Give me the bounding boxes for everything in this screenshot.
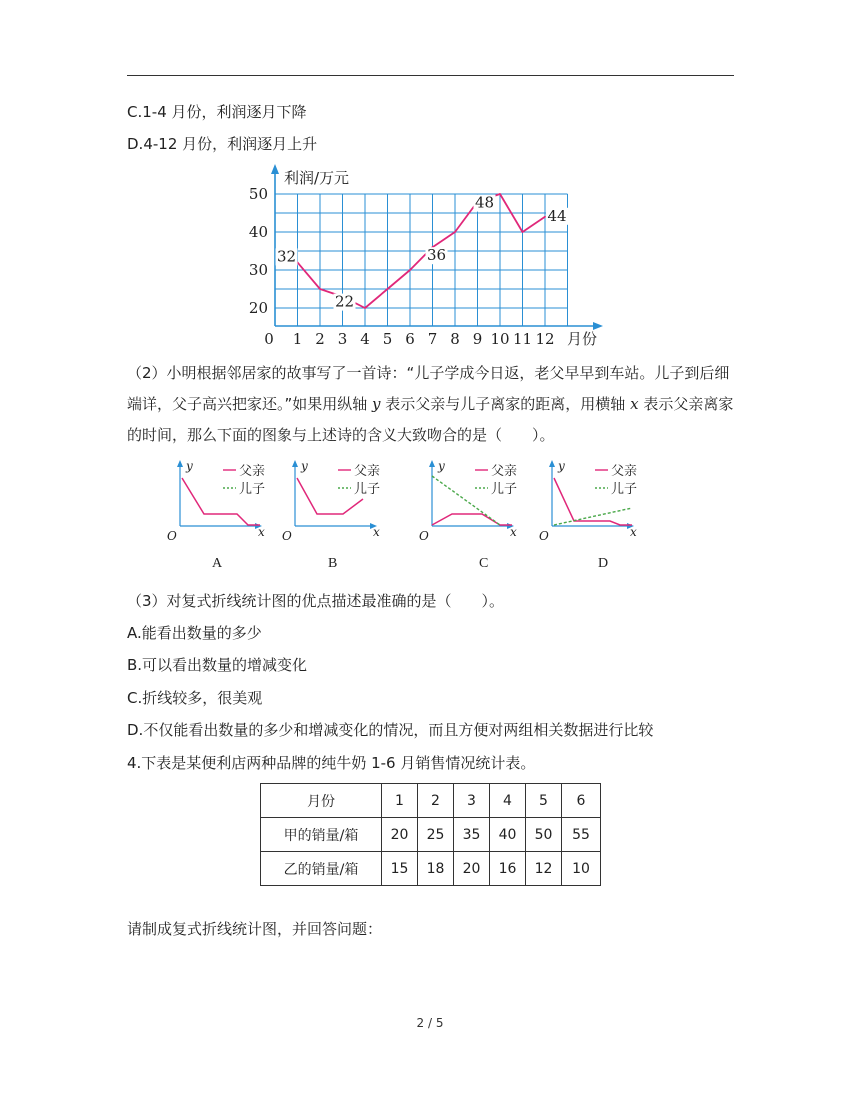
table-row <box>261 818 601 852</box>
x-tick-label: 2 <box>315 330 325 348</box>
mini-y-arrow <box>292 460 298 467</box>
son-line <box>432 476 500 525</box>
y-tick-label: 20 <box>248 299 268 317</box>
question-2-stem: （2）小明根据邻居家的故事写了一首诗：“儿子学成今日返，老父早早到车站。儿子到后细端详，父子高兴把家还。”如果用纵轴 y 表示父亲与儿子离家的距离，用横轴 x 表示父亲离家的时间，那么下面的图象与上述诗的含义大致吻合的是（ ）。 <box>127 364 734 444</box>
profit-point <box>522 231 524 233</box>
profit-point <box>499 193 501 195</box>
table-cell: 6 <box>562 784 601 818</box>
x-tick-label: 8 <box>450 330 460 348</box>
question-3-stem: （3）对复式折线统计图的优点描述最准确的是（ ）。 <box>127 592 505 610</box>
mini-origin-label: O <box>539 529 549 543</box>
table-cell: 20 <box>382 818 418 852</box>
question-4-instruction: 请制成复式折线统计图，并回答问题： <box>127 920 383 938</box>
mini-y-label: y <box>438 459 445 473</box>
chart-data-labels <box>276 194 569 311</box>
legend-son-label: 儿子 <box>354 482 381 497</box>
table-cell: 5 <box>526 784 562 818</box>
mini-y-label: y <box>186 459 193 473</box>
profit-point <box>454 231 456 233</box>
x-tick-label: 4 <box>360 330 370 348</box>
x-tick-label: 12 <box>535 330 555 348</box>
question-4-stem: 4.下表是某便利店两种品牌的纯牛奶 1-6 月销售情况统计表。 <box>127 754 536 772</box>
option-label-b: B <box>328 556 338 571</box>
legend-son-label: 儿子 <box>491 482 518 497</box>
q3-option-d: D.不仅能看出数量的多少和增减变化的情况，而且方便对两组相关数据进行比较 <box>127 721 654 739</box>
legend-father-label: 父亲 <box>611 464 638 479</box>
mini-y-arrow <box>549 460 555 467</box>
table-header-row <box>261 784 601 818</box>
table-cell: 35 <box>454 818 490 852</box>
data-label: 48 <box>474 193 495 212</box>
table-cell: 16 <box>490 852 526 886</box>
data-label: 36 <box>426 246 447 265</box>
option-graph <box>282 459 380 543</box>
var-y: y <box>372 395 381 413</box>
profit-point <box>544 216 546 218</box>
legend-father-label: 父亲 <box>354 464 381 479</box>
mini-x-label: x <box>630 525 637 539</box>
table-cell: 甲的销量/箱 <box>261 818 382 852</box>
table-cell: 乙的销量/箱 <box>261 852 382 886</box>
page-number: 2 / 5 <box>416 1016 444 1030</box>
q3-option-c: C.折线较多，很美观 <box>127 689 263 707</box>
mini-x-label: x <box>373 525 380 539</box>
mini-origin-label: O <box>167 529 177 543</box>
chart-grid <box>275 194 568 326</box>
option-graph <box>167 459 265 543</box>
table-cell: 20 <box>454 852 490 886</box>
profit-point <box>319 288 321 290</box>
sales-table <box>260 783 601 886</box>
option-d: D.4-12 月份，利润逐月上升 <box>127 135 318 153</box>
table-cell: 55 <box>562 818 601 852</box>
table-cell: 月份 <box>261 784 382 818</box>
x-tick-label: 5 <box>382 330 393 348</box>
table-cell: 2 <box>418 784 454 818</box>
table-cell: 10 <box>562 852 601 886</box>
table-cell: 25 <box>418 818 454 852</box>
mini-y-label: y <box>558 459 565 473</box>
table-cell: 15 <box>382 852 418 886</box>
data-label: 32 <box>276 247 297 266</box>
legend-son-label: 儿子 <box>611 482 638 497</box>
x-tick-label: 7 <box>427 330 438 348</box>
son-line <box>554 508 632 525</box>
mini-y-arrow <box>429 460 435 467</box>
q2-option-graphs <box>160 456 660 552</box>
x-tick-label: 1 <box>292 330 303 348</box>
legend-father-label: 父亲 <box>239 464 266 479</box>
mini-x-label: x <box>258 525 265 539</box>
option-graph <box>539 459 637 543</box>
profit-point <box>409 269 411 271</box>
option-label-c: C <box>479 556 489 571</box>
option-graph <box>419 459 517 543</box>
var-x: x <box>630 395 639 413</box>
profit-point <box>387 288 389 290</box>
table-cell: 50 <box>526 818 562 852</box>
q3-option-a: A.能看出数量的多少 <box>127 624 262 642</box>
chart-y-axis-label: 利润/万元 <box>284 169 350 187</box>
table-cell: 12 <box>526 852 562 886</box>
table-cell: 1 <box>382 784 418 818</box>
mini-y-arrow <box>177 460 183 467</box>
data-label: 44 <box>547 206 567 225</box>
table-cell: 40 <box>490 818 526 852</box>
header-rule <box>127 75 734 76</box>
option-label-a: A <box>212 556 223 571</box>
data-label: 22 <box>334 292 355 311</box>
x-tick-label: 0 <box>264 330 274 348</box>
x-tick-label: 3 <box>337 330 348 348</box>
legend-father-label: 父亲 <box>491 464 518 479</box>
mini-x-label: x <box>510 525 517 539</box>
table-cell: 3 <box>454 784 490 818</box>
father-line <box>432 514 512 525</box>
chart-x-axis-label: 月份 <box>567 330 598 348</box>
mini-origin-label: O <box>282 529 292 543</box>
x-axis-arrow <box>593 322 603 330</box>
q3-option-b: B.可以看出数量的增减变化 <box>127 656 308 674</box>
y-axis-arrow <box>271 164 279 174</box>
y-tick-label: 30 <box>248 261 268 279</box>
x-tick-label: 10 <box>490 330 510 348</box>
table-cell: 4 <box>490 784 526 818</box>
table-row <box>261 852 601 886</box>
x-tick-label: 9 <box>472 330 483 348</box>
option-c: C.1-4 月份，利润逐月下降 <box>127 103 307 121</box>
table-cell: 18 <box>418 852 454 886</box>
profit-point <box>364 307 366 309</box>
y-tick-label: 50 <box>248 185 268 203</box>
legend-son-label: 儿子 <box>239 482 266 497</box>
profit-line-chart <box>240 160 620 350</box>
mini-origin-label: O <box>419 529 429 543</box>
x-tick-label: 11 <box>512 330 533 348</box>
mini-y-label: y <box>301 459 308 473</box>
y-tick-label: 40 <box>248 223 268 241</box>
option-label-d: D <box>598 556 609 571</box>
x-tick-label: 6 <box>405 330 415 348</box>
